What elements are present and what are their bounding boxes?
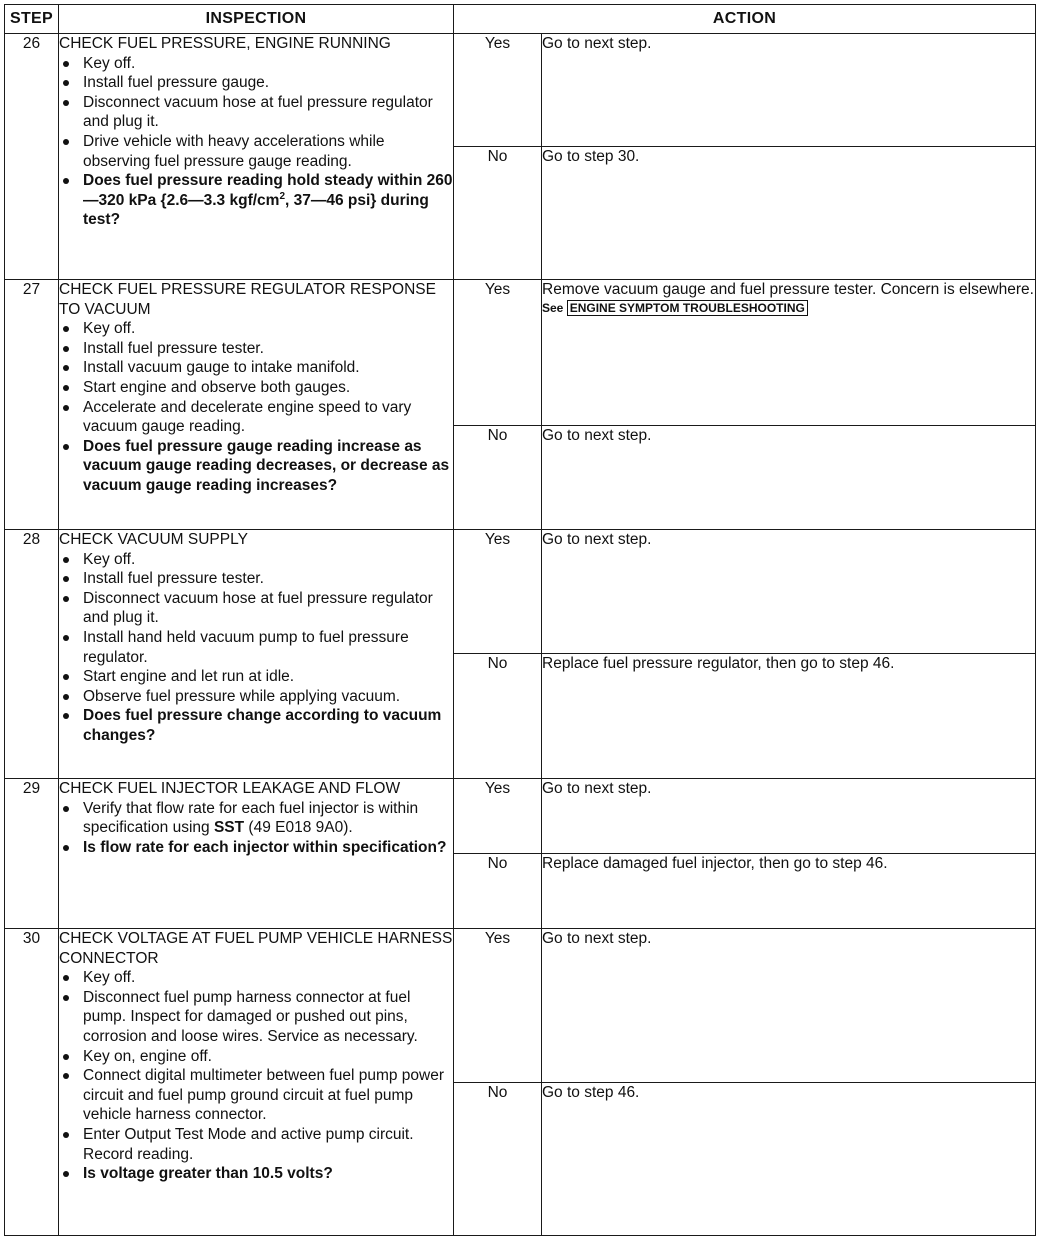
header-row <box>5 5 1036 34</box>
step-title: CHECK FUEL PRESSURE, ENGINE RUNNING <box>59 35 391 52</box>
list-item: Start engine and observe both gauges. <box>59 378 453 398</box>
action-yes: Go to next step. <box>542 34 1036 147</box>
inspection-cell <box>59 280 454 530</box>
answer-yes: Yes <box>454 929 542 1083</box>
question-text-end: , 37—46 psi} during test? <box>83 191 429 229</box>
list-item-text: Verify that flow rate for each fuel injector is within specification using <box>83 799 419 837</box>
diagnostic-table <box>4 4 1036 1236</box>
list-item <box>59 799 453 838</box>
list-item: Disconnect vacuum hose at fuel pressure regulator and plug it. <box>59 589 453 628</box>
answer-no: No <box>454 854 542 929</box>
list-item: Key off. <box>59 550 453 570</box>
answer-no: No <box>454 147 542 280</box>
step-title: CHECK VOLTAGE AT FUEL PUMP VEHICLE HARNESS CONNECTOR <box>59 930 453 967</box>
sst-label: SST <box>213 819 245 837</box>
inspection-cell <box>59 34 454 280</box>
inspection-list <box>59 319 453 495</box>
action-no: Go to step 30. <box>542 147 1036 280</box>
step-28-yes-row <box>5 530 1036 654</box>
question-item: Is voltage greater than 10.5 volts? <box>59 1164 453 1184</box>
list-item: Install hand held vacuum pump to fuel pressure regulator. <box>59 628 453 667</box>
inspection-list <box>59 799 453 858</box>
action-yes: Go to next step. <box>542 779 1036 854</box>
inspection-list <box>59 550 453 746</box>
list-item: Install fuel pressure gauge. <box>59 73 453 93</box>
inspection-cell <box>59 929 454 1236</box>
answer-yes: Yes <box>454 530 542 654</box>
question-item: Does fuel pressure gauge reading increase as vacuum gauge reading decreases, or decrease as vacuum gauge reading increases? <box>59 437 453 496</box>
header-action: ACTION <box>454 5 1036 34</box>
step-29-yes-row <box>5 779 1036 854</box>
list-item: Key on, engine off. <box>59 1047 453 1067</box>
list-item-text-end: (49 E018 9A0). <box>244 819 353 837</box>
action-no: Replace damaged fuel injector, then go to step 46. <box>542 854 1036 929</box>
list-item: Connect digital multimeter between fuel pump power circuit and fuel pump ground circuit at fuel pump vehicle harness connector. <box>59 1066 453 1125</box>
answer-no: No <box>454 1083 542 1236</box>
step-title: CHECK FUEL INJECTOR LEAKAGE AND FLOW <box>59 780 401 797</box>
answer-yes: Yes <box>454 779 542 854</box>
header-inspection: INSPECTION <box>59 5 454 34</box>
answer-yes: Yes <box>454 34 542 147</box>
inspection-list <box>59 968 453 1184</box>
step-26-yes-row <box>5 34 1036 147</box>
step-27-yes-row <box>5 280 1036 426</box>
header-step: STEP <box>5 5 59 34</box>
see-reference <box>542 300 1035 316</box>
list-item: Install fuel pressure tester. <box>59 339 453 359</box>
action-no: Replace fuel pressure regulator, then go to step 46. <box>542 654 1036 779</box>
list-item: Enter Output Test Mode and active pump circuit. Record reading. <box>59 1125 453 1164</box>
action-no: Go to step 46. <box>542 1083 1036 1236</box>
superscript: 2 <box>279 190 286 202</box>
step-number: 28 <box>5 530 59 779</box>
see-label: See <box>542 300 564 315</box>
answer-yes: Yes <box>454 280 542 426</box>
question-item: Is flow rate for each injector within specification? <box>59 838 453 858</box>
step-number: 30 <box>5 929 59 1236</box>
question-item: Does fuel pressure change according to vacuum changes? <box>59 706 453 745</box>
question-text: Does fuel pressure reading hold steady within 260—320 kPa {2.6—3.3 kgf/cm <box>83 172 453 209</box>
action-yes: Go to next step. <box>542 929 1036 1083</box>
action-yes: Go to next step. <box>542 530 1036 654</box>
step-title: CHECK FUEL PRESSURE REGULATOR RESPONSE TO VACUUM <box>59 281 436 318</box>
list-item: Observe fuel pressure while applying vacuum. <box>59 687 453 707</box>
list-item: Key off. <box>59 54 453 74</box>
list-item: Disconnect fuel pump harness connector at fuel pump. Inspect for damaged or pushed out pins, corrosion and loose wires. Service as necessary. <box>59 988 453 1047</box>
list-item: Install vacuum gauge to intake manifold. <box>59 358 453 378</box>
inspection-cell <box>59 779 454 929</box>
list-item: Key off. <box>59 319 453 339</box>
list-item: Accelerate and decelerate engine speed to vary vacuum gauge reading. <box>59 398 453 437</box>
answer-no: No <box>454 654 542 779</box>
list-item: Disconnect vacuum hose at fuel pressure regulator and plug it. <box>59 93 453 132</box>
list-item: Start engine and let run at idle. <box>59 667 453 687</box>
step-number: 27 <box>5 280 59 530</box>
troubleshooting-link[interactable]: ENGINE SYMPTOM TROUBLESHOOTING <box>567 300 808 316</box>
step-title: CHECK VACUUM SUPPLY <box>59 531 248 548</box>
step-30-yes-row <box>5 929 1036 1083</box>
action-yes: Remove vacuum gauge and fuel pressure tester. Concern is elsewhere. <box>542 281 1034 298</box>
list-item: Drive vehicle with heavy accelerations while observing fuel pressure gauge reading. <box>59 132 453 171</box>
action-yes-cell <box>542 280 1036 426</box>
list-item: Install fuel pressure tester. <box>59 569 453 589</box>
step-number: 29 <box>5 779 59 929</box>
action-no: Go to next step. <box>542 426 1036 530</box>
inspection-cell <box>59 530 454 779</box>
step-number: 26 <box>5 34 59 280</box>
question-item <box>59 171 453 230</box>
list-item: Key off. <box>59 968 453 988</box>
inspection-list <box>59 54 453 230</box>
answer-no: No <box>454 426 542 530</box>
